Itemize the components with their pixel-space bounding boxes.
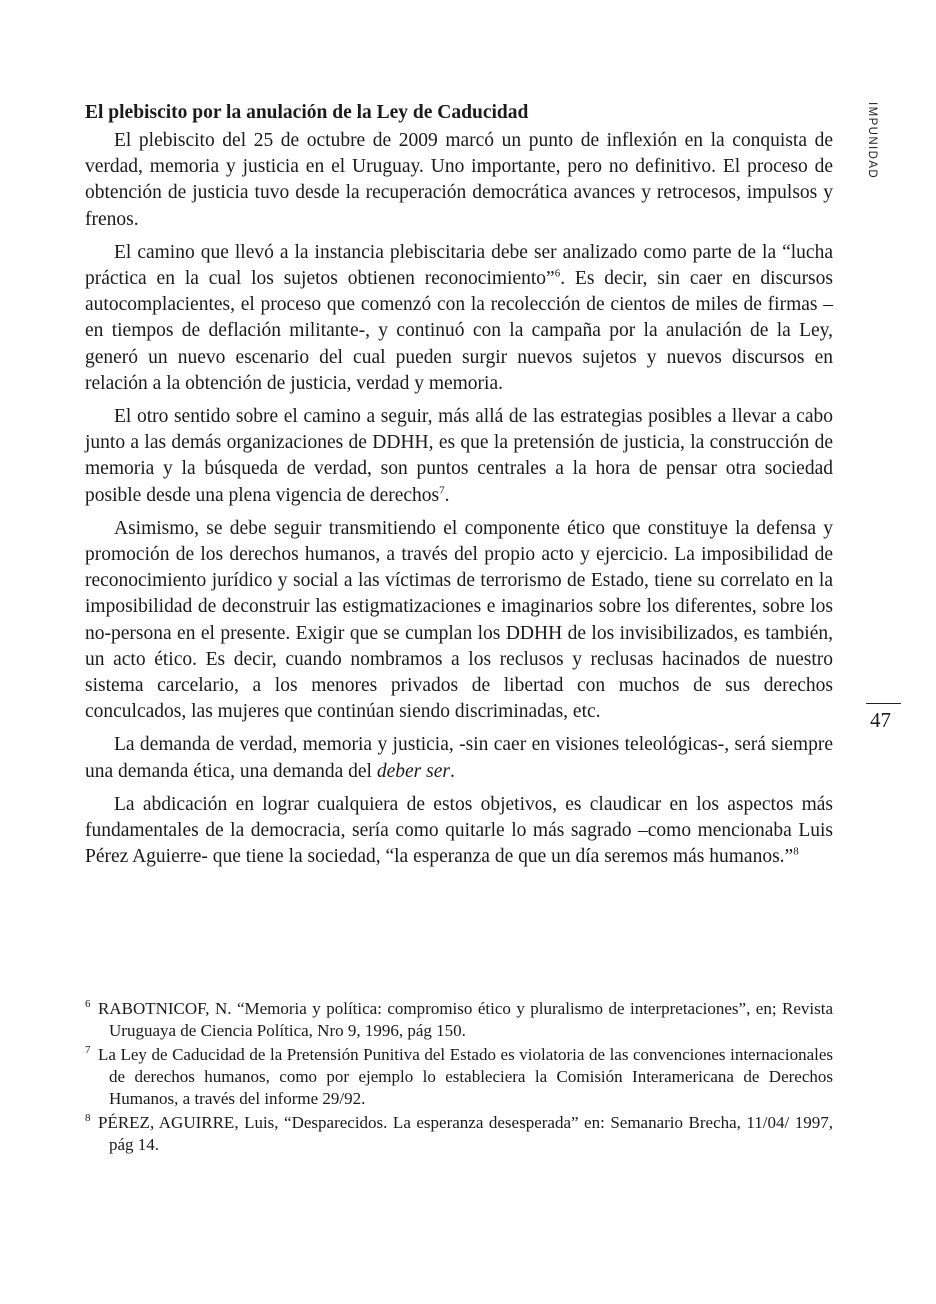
section-heading: El plebiscito por la anulación de la Ley de Caducidad — [85, 102, 529, 123]
footnote-ref-6: 6 — [554, 267, 561, 280]
footnote-text: PÉREZ, AGUIRRE, Luis, “Desparecidos. La esperanza desesperada” en: Semanario Brecha, 11/04/ 1997, pág 14. — [98, 1113, 833, 1154]
paragraph-2-text-cont: . Es decir, sin caer en discursos autocomplacientes, el proceso que comenzó con la recolección de cientos de miles de firmas –en tiempos de deflación militante-, y continuó con la campaña por la anulación de la Ley, generó un nuevo escenario del cual pueden surgir nuevos sujetos y nuevos discursos en relación a la obtención de justicia, verdad y memoria. — [85, 268, 833, 394]
paragraph-3-text-cont: . — [444, 484, 450, 506]
footnotes — [85, 998, 833, 1158]
paragraph-5-text-cont: . — [449, 760, 455, 782]
paragraph-2 — [85, 240, 833, 397]
footnote-ref-7: 7 — [439, 484, 445, 497]
paragraph-5 — [85, 732, 833, 784]
paragraph-6 — [85, 792, 833, 871]
running-header-label: IMPUNIDAD — [866, 102, 878, 180]
footnote-8: 8 PÉREZ, AGUIRRE, Luis, “Desparecidos. La esperanza desesperada” en: Semanario Brecha, 11/04/ 1997, pág 14. — [85, 1112, 833, 1154]
paragraph-1: El plebiscito del 25 de octubre de 2009 marcó un punto de inflexión en la conquista de verdad, memoria y justicia en el Uruguay. Uno importante, pero no definitivo. El proceso de obtención de justicia tuvo desde la recuperación democrática avances y retrocesos, impulsos y frenos. — [85, 130, 833, 230]
paragraph-5-text: La demanda de verdad, memoria y justicia, -sin caer en visiones teleológicas-, será siempre una demanda ética, una demanda del — [85, 734, 833, 782]
paragraph-3 — [85, 404, 833, 509]
paragraph-5-emphasis: deber ser — [376, 760, 450, 782]
paragraph-3-text: El otro sentido sobre el camino a seguir, más allá de las estrategias posibles a llevar a cabo junto a las demás organizaciones de DDHH, es que la pretensión de justicia, la construcción de memoria y la búsqueda de verdad, son puntos centrales a la hora de pensar otra sociedad posible desde una plena vigencia de derechos — [85, 406, 833, 506]
paragraph-4: Asimismo, se debe seguir transmitiendo el componente ético que constituye la defensa y promoción de los derechos humanos, a través del propio acto y ejercicio. La imposibilidad de reconocimiento jurídico y social a las víctimas de terrorismo de Estado, tiene su correlato en la imposibilidad de deconstruir las estigmatizaciones e imaginarios sobre los diferentes, sobre los no-persona en el presente. Exigir que se cumplan los DDHH de los invisibilizados, es también, un acto ético. Es decir, cuando nombramos a los reclusos y reclusas hacinados de nuestro sistema carcelario, a los menores privados de libertad con muchos de sus derechos conculcados, las mujeres que continúan siendo discriminadas, etc. — [85, 517, 833, 723]
paragraph-2-text: El camino que llevó a la instancia plebiscitaria debe ser analizado como parte de la “lucha práctica en la cual los sujetos obtienen reconocimiento” — [85, 241, 833, 290]
footnote-text: RABOTNICOF, N. “Memoria y política: compromiso ético y pluralismo de interpretaciones”, en; Revista Uruguaya de Ciencia Política, Nro 9, 1996, pág 150. — [98, 999, 833, 1040]
footnote-7: 7 La Ley de Caducidad de la Pretensión Punitiva del Estado es violatoria de las convenciones internacionales de derechos humanos, como por ejemplo lo estableciera la Comisión Interamericana de Derechos Humanos, a través del informe 29/92. — [85, 1044, 833, 1108]
footnote-text: La Ley de Caducidad de la Pretensión Punitiva del Estado es violatoria de las convenciones internacionales de derechos humanos, como por ejemplo lo estableciera la Comisión Interamericana de Derechos Humanos, a través del informe 29/92. — [98, 1045, 833, 1108]
page-number: 47 — [870, 708, 891, 732]
footnote-ref-8: 8 — [793, 845, 799, 858]
paragraph-6-text: La abdicación en lograr cualquiera de estos objetivos, es claudicar en los aspectos más fundamentales de la democracia, sería como quitarle lo más sagrado –como mencionaba Luis Pérez Aguierre- que tiene la sociedad, “la esperanza de que un día seremos más humanos.” — [85, 793, 833, 868]
page-body — [85, 100, 833, 877]
footnote-6: 6 RABOTNICOF, N. “Memoria y política: compromiso ético y pluralismo de interpretaciones”, en; Revista Uruguaya de Ciencia Política, Nro 9, 1996, pág 150. — [85, 998, 833, 1040]
page-number-rule — [866, 703, 901, 704]
